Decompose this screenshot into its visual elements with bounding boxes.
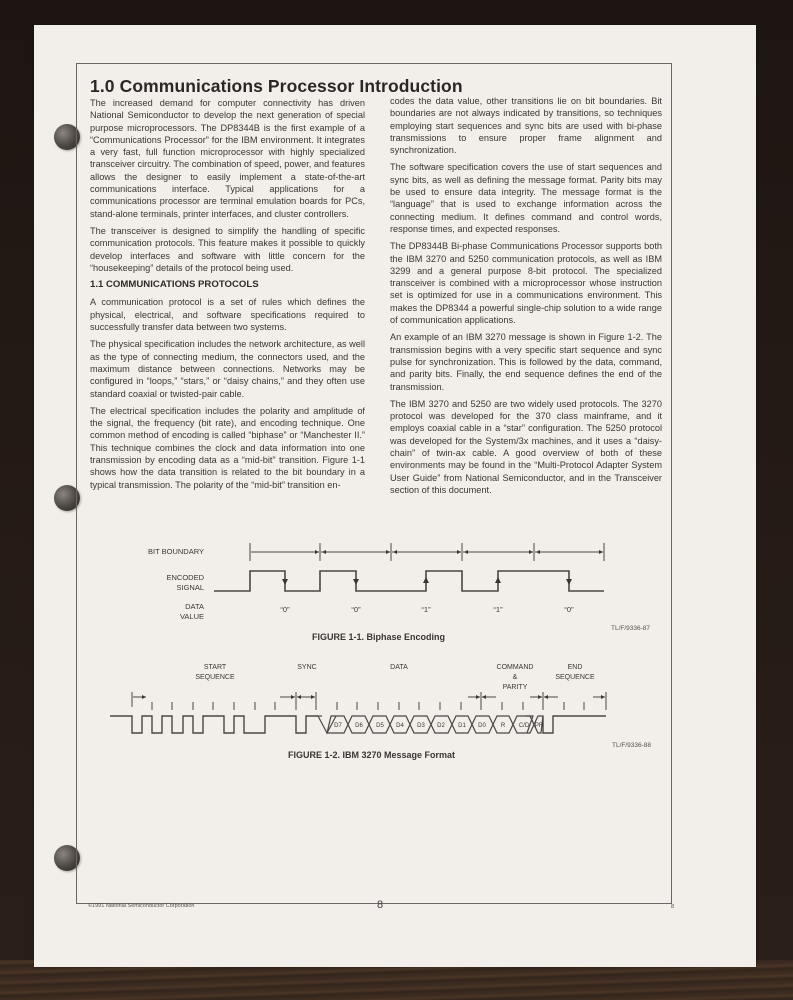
svg-text:&: & [512, 674, 518, 681]
paragraph: The electrical specification includes the polarity and amplitude of the signal, the frequency (bit rate), and encoding technique. One common method of encoding is called “biphase” or “Manchester II.” This technique combines the clock and data information into one transmission by encoding data as a “mid-bit” transition. Figure 1-1 shows how the data transition is related to the bit boundary in a typical transmission. The polarity of the “mid-bit” transition en- [90, 405, 365, 490]
label-bit-boundary: BIT BOUNDARY [148, 547, 204, 556]
section-heading: 1.1 COMMUNICATIONS PROTOCOLS [90, 279, 259, 291]
svg-text:SYNC: SYNC [297, 664, 317, 671]
svg-text:ENCODED: ENCODED [166, 573, 204, 582]
paragraph: The physical specification includes the network architecture, as well as the type of connecting medium, the connectors used, and the maximum distance between connections. Networks may be configured in “loops,” “stars,” or “daisy chains,” and they often use standard coaxial or twisted-pair cable. [90, 339, 365, 399]
svg-text:END: END [567, 664, 583, 671]
svg-text:DATA: DATA [390, 664, 408, 671]
paragraph: A communication protocol is a set of rules which defines the physical, electrical, and software specifications required to successfully transfer data between two systems. [90, 297, 365, 333]
bit-label: PR [534, 723, 544, 729]
data-value: “0” [351, 605, 361, 614]
paragraph: The software specification covers the use of start sequences and sync bits, as well as defining the message format. Parity bits may be used to ensure data integrity. The message format is the “language” that is used to exchange information across the connecting medium. It defines command and control words, response times, and expected responses. [390, 162, 662, 234]
left-column [90, 97, 365, 496]
data-value: “1” [493, 605, 503, 614]
bit-label: D3 [417, 723, 425, 729]
bit-label: D6 [355, 723, 363, 729]
figure-2-reference: TL/F/9336-88 [612, 742, 652, 749]
paragraph: The DP8344B Bi-phase Communications Processor supports both the IBM 3270 and 5250 communication protocols, as well as IBM 3299 and a general purpose 8-bit protocol. The specialized transceiver is combined with a microprocessor whose instruction set is optimized for use in a communications environment. This makes the DP8344 a powerful single-chip solution to a wide range of communication applications. [390, 241, 662, 326]
figure-1-reference: TL/F/9336-87 [611, 625, 651, 632]
svg-text:START: START [203, 664, 227, 671]
figure-2-caption: FIGURE 1-2. IBM 3270 Message Format [288, 750, 456, 760]
page-title: 1.0 Communications Processor Introduction [90, 76, 463, 96]
bit-label: D7 [334, 723, 342, 729]
page-number: 8 [377, 899, 384, 911]
right-column [390, 95, 662, 501]
svg-text:VALUE: VALUE [179, 612, 204, 621]
copyright-notice: ©1991 National Semiconductor Corporation [88, 903, 195, 909]
data-value: “0” [564, 605, 574, 614]
page-mark: 8 [671, 904, 675, 910]
svg-text:SEQUENCE: SEQUENCE [195, 674, 235, 681]
figure-1-caption: FIGURE 1-1. Biphase Encoding [312, 632, 446, 642]
svg-text:DATA: DATA [185, 602, 204, 611]
paragraph: The increased demand for computer connectivity has driven National Semiconductor to develop the next generation of special purpose microprocessors. The DP8344B is the first example of a “Communications Processor” for the IBM environment. It integrates a very fast, full function microprocessor with highly specialized transceiver circuitry. The combination of speed, power, and features allows the designer to easily implement a state-of-the-art communications interface. Typical applications for a communications processor are terminal emulation boards for PCs, stand-alone terminals, printer interfaces, and cluster controllers. [90, 98, 365, 219]
svg-text:SIGNAL: SIGNAL [176, 583, 204, 592]
bit-label: D2 [437, 723, 445, 729]
bit-label: D4 [396, 723, 404, 729]
bit-label: R [500, 723, 506, 729]
data-value: “0” [280, 605, 290, 614]
svg-text:COMMAND: COMMAND [496, 664, 534, 671]
data-value: “1” [421, 605, 431, 614]
bit-label: D5 [376, 723, 384, 729]
bit-label: D0 [478, 723, 486, 729]
bit-label: D1 [458, 723, 466, 729]
svg-text:SEQUENCE: SEQUENCE [555, 674, 595, 681]
paragraph: codes the data value, other transitions lie on bit boundaries. Bit boundaries are not always indicated by transitions, so techniques employing start sequences and sync bits are used with bi-phase transmissions to ensure proper frame alignment and synchronization. [390, 96, 662, 156]
paragraph: The transceiver is designed to simplify the handling of specific communication protocols. This feature makes it possible to quickly develop interfaces and software with little concern for the “housekeeping” details of the protocol being used. [90, 225, 365, 273]
bit-label: C/D [518, 723, 530, 729]
paragraph: The IBM 3270 and 5250 are two widely used protocols. The 3270 protocol was developed for the 370 class mainframe, and it employs coaxial cable in a “star” configuration. The 5250 protocol was developed for the System/3x machines, and it uses a “daisy-chain” of twin-ax cable. A good overview of both of these environments may be found in the “Multi-Protocol Adapter System User Guide” from National Semiconductor, and in the Transceiver section of this document. [390, 398, 662, 495]
paragraph: An example of an IBM 3270 message is shown in Figure 1-2. The transmission begins with a very specific start sequence and sync pulse for synchronization. This is followed by the data, command, and parity bits. Finally, the end sequence defines the end of the transmission. [390, 332, 662, 392]
svg-text:PARITY: PARITY [502, 684, 528, 691]
